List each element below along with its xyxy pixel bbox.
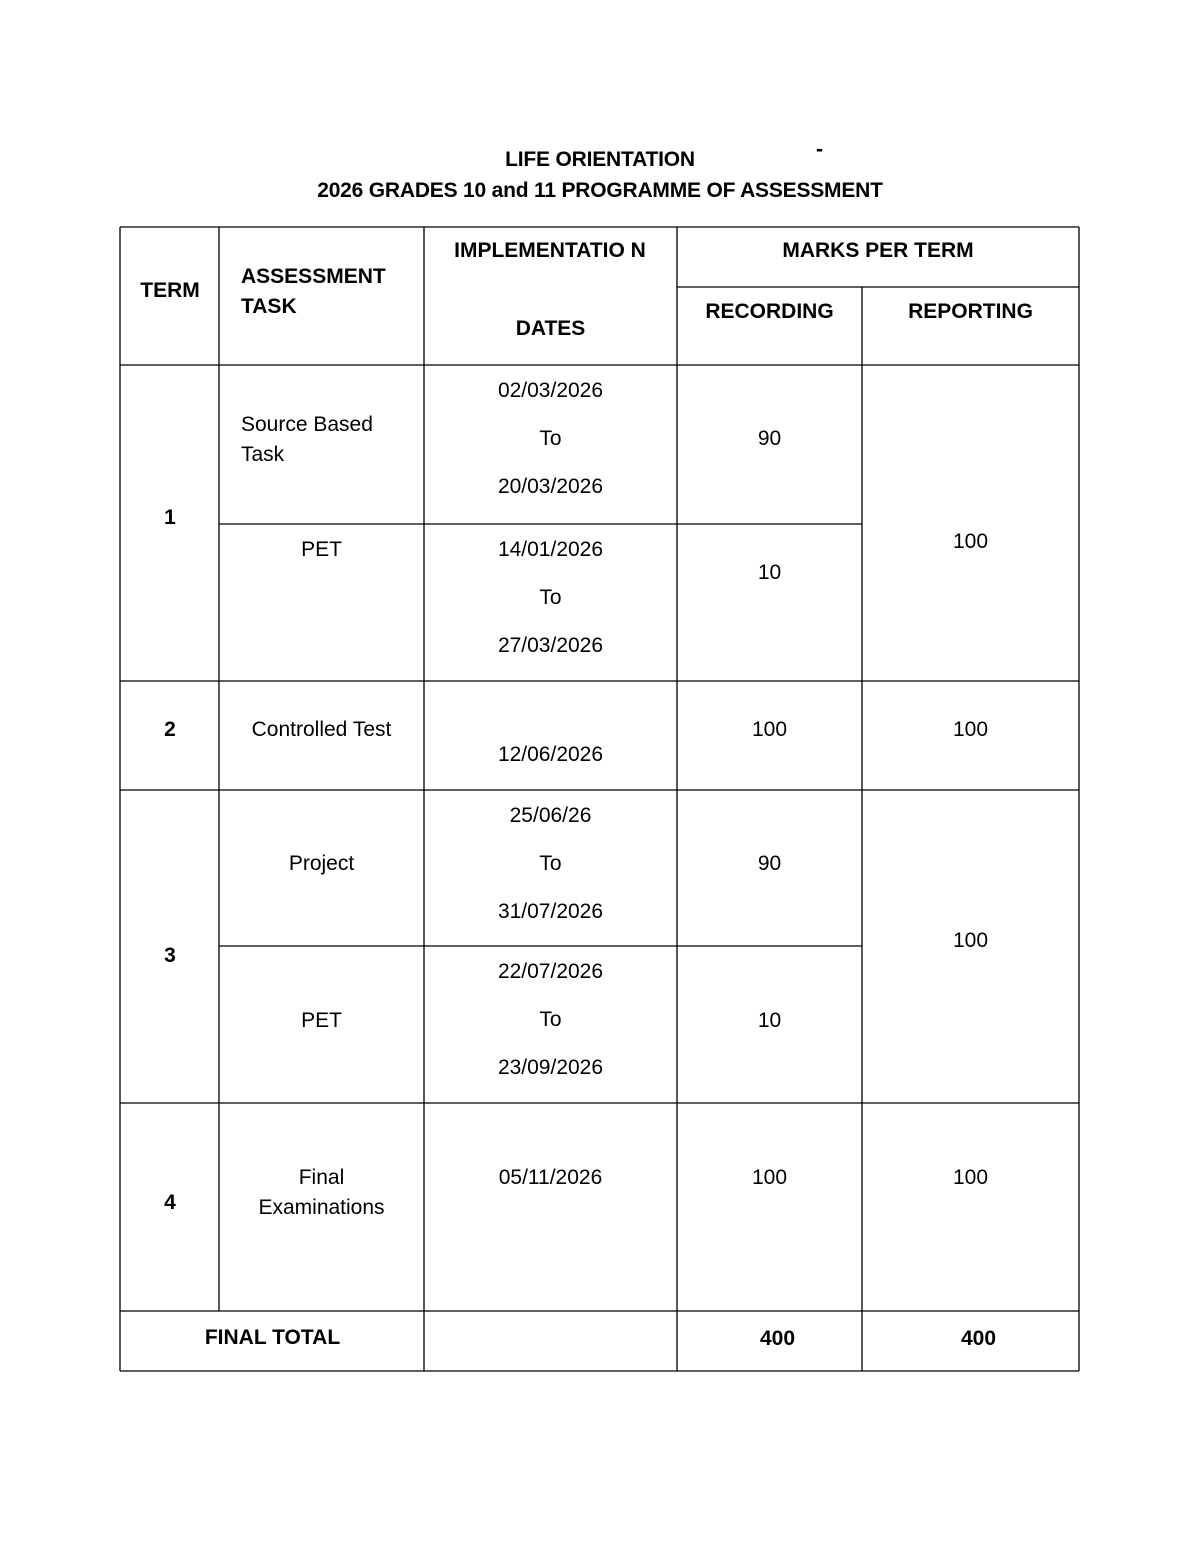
date-final-examinations: 05/11/2026: [498, 1166, 603, 1189]
task-final-examinations: Final Examinations: [258, 1166, 385, 1219]
dates-source-based: [424, 367, 677, 511]
task-project: Project: [288, 852, 355, 875]
dates-project: [424, 792, 677, 936]
title-dash: -: [816, 138, 823, 161]
header-reporting: REPORTING: [908, 300, 1033, 323]
header-implementation: IMPLEMENTATIO N: [454, 239, 646, 262]
document-subtitle: 2026 GRADES 10 and 11 PROGRAMME OF ASSESSMENT: [317, 179, 883, 202]
recording-controlled-test: 100: [751, 718, 788, 741]
header-assessment-task: ASSESSMENT TASK: [241, 265, 386, 318]
task-source-based: Source Based Task: [241, 413, 373, 466]
final-total-label: FINAL TOTAL: [204, 1326, 341, 1349]
date-to-word: To: [539, 1008, 562, 1031]
date-to: 31/07/2026: [497, 900, 604, 923]
date-to-word: To: [539, 852, 562, 875]
date-controlled-test: 12/06/2026: [497, 743, 604, 766]
recording-source-based: 90: [757, 427, 782, 450]
task-pet-term-1: PET: [301, 538, 342, 561]
dates-pet-term-1: [424, 526, 677, 670]
final-total-recording: 400: [759, 1327, 796, 1350]
recording-final-examinations: 100: [751, 1166, 788, 1189]
dates-pet-term-3: [424, 948, 677, 1092]
recording-project: 90: [757, 852, 782, 875]
header-term: TERM: [140, 279, 200, 302]
term-3-cell: 3: [164, 944, 176, 967]
header-dates: DATES: [515, 317, 586, 340]
date-from: 25/06/26: [509, 804, 592, 827]
document-title: LIFE ORIENTATION: [505, 148, 695, 171]
date-from: 22/07/2026: [497, 960, 604, 983]
date-to-word: To: [539, 586, 562, 609]
header-recording: RECORDING: [705, 300, 834, 323]
term-2-cell: 2: [164, 718, 176, 741]
date-to: 27/03/2026: [497, 634, 604, 657]
date-from: 14/01/2026: [497, 538, 604, 561]
term-1-cell: 1: [164, 506, 176, 529]
date-to: 20/03/2026: [497, 475, 604, 498]
term-4-cell: 4: [164, 1191, 176, 1214]
reporting-term-1: 100: [952, 530, 989, 553]
date-to: 23/09/2026: [497, 1056, 604, 1079]
header-marks-per-term: MARKS PER TERM: [782, 239, 974, 262]
reporting-term-2: 100: [952, 718, 989, 741]
reporting-term-4: 100: [952, 1166, 989, 1189]
recording-pet-term-1: 10: [757, 561, 782, 584]
recording-pet-term-3: 10: [757, 1009, 782, 1032]
task-pet-term-3: PET: [301, 1009, 342, 1032]
final-total-reporting: 400: [960, 1327, 997, 1350]
task-controlled-test: Controlled Test: [251, 718, 392, 741]
reporting-term-3: 100: [952, 929, 989, 952]
date-from: 02/03/2026: [497, 379, 604, 402]
date-to-word: To: [539, 427, 562, 450]
